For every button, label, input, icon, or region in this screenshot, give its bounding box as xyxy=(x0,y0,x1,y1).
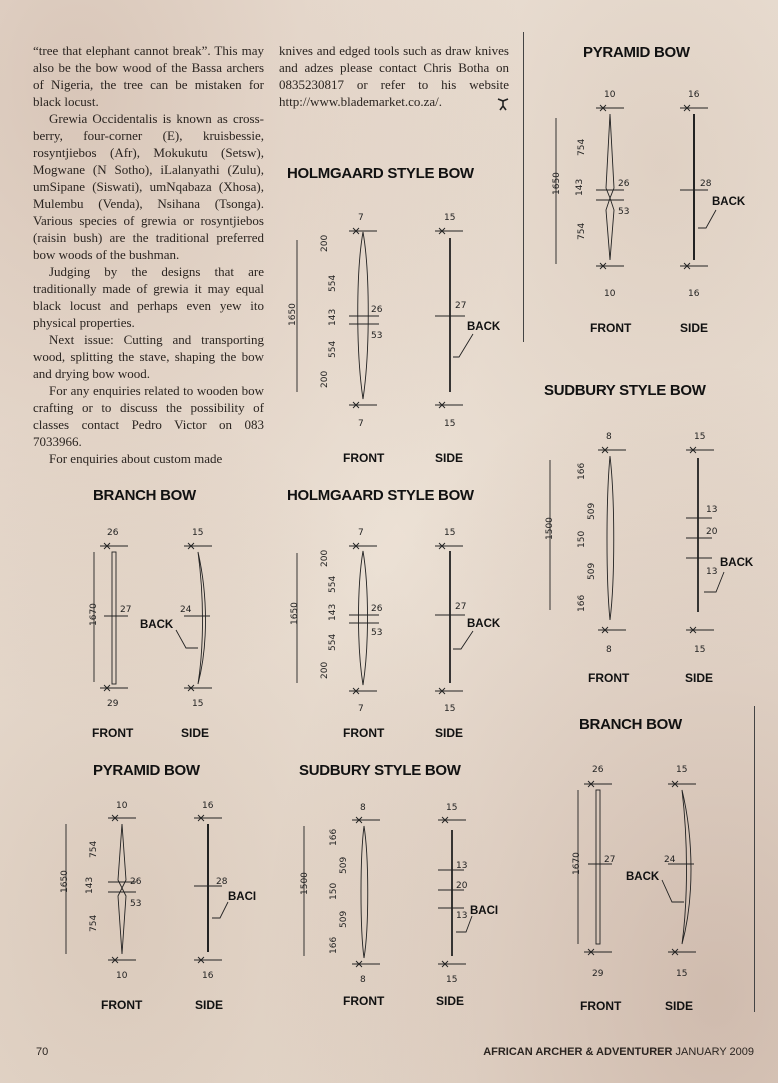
dim-side-tip: 15 xyxy=(694,432,706,442)
holmgaard-front-view xyxy=(288,213,383,429)
front-label: FRONT xyxy=(343,994,385,1008)
dim-side-bot: 15 xyxy=(676,969,688,979)
dim-width-grip: 53 xyxy=(371,628,383,638)
dim-width-mid: 26 xyxy=(371,305,383,315)
dim-segment: 150 xyxy=(329,882,339,900)
side-label: SIDE xyxy=(181,726,210,740)
diagram-title-pyramid: PYRAMID BOW xyxy=(583,44,690,61)
side-label: SIDE xyxy=(436,994,465,1008)
dim-side-c: 13 xyxy=(706,567,718,577)
dim-side-tip: 16 xyxy=(202,801,214,811)
front-label: FRONT xyxy=(101,998,143,1012)
dim-segment: 754 xyxy=(577,138,587,156)
dim-length: 1650 xyxy=(290,602,300,625)
dim-segment: 554 xyxy=(328,274,338,292)
dim-width-tip: 8 xyxy=(360,803,366,813)
dim-segment: 754 xyxy=(89,840,99,858)
front-label: FRONT xyxy=(588,671,630,685)
dim-side-tip: 15 xyxy=(446,803,458,813)
dim-segment: 143 xyxy=(328,603,338,621)
article-paragraph: Grewia Occidentalis is known as cross-berry, four-corner (E), kruisbessie, rosyntjiebos (Afr), Mokukutu (Setsw), Mogwane (N Sotho), iLalanyathi (Zulu), umSipane (Siswati), umNqabaza (Xhosa), Mulembu (Venda), Nsihana (Tsonga). Various species of grewia or rosyntjiebos (raisin bush) are the traditional preferred bow woods of the bushman. xyxy=(33,111,264,262)
dim-segment: 509 xyxy=(587,502,597,520)
dim-segment: 509 xyxy=(587,562,597,580)
holmgaard-front-view xyxy=(290,528,383,714)
back-label: BACK xyxy=(712,196,746,208)
dim-length: 1500 xyxy=(300,872,310,895)
magazine-footer xyxy=(483,1046,754,1058)
pyramid-side-view xyxy=(194,801,256,981)
dim-width-tip: 10 xyxy=(116,801,128,811)
dim-width-tip: 10 xyxy=(604,90,616,100)
dim-width-top: 26 xyxy=(107,528,119,538)
back-label: BACK xyxy=(140,619,174,631)
holmgaard-side-view xyxy=(435,213,501,429)
back-label: BACK xyxy=(467,618,501,630)
dim-width-tip: 10 xyxy=(604,289,616,299)
sudbury-front-view xyxy=(545,432,626,655)
dim-side-a: 13 xyxy=(706,505,718,515)
dim-width-mid: 27 xyxy=(604,855,616,865)
dim-width-tip: 10 xyxy=(116,971,128,981)
article-paragraph: “tree that elephant cannot break”. This may also be the bow wood of the Bassa archers of Nigeria, the tree can be mistaken for black locust. xyxy=(33,43,264,109)
dim-segment: 754 xyxy=(89,914,99,932)
sudbury-diagram xyxy=(538,430,754,660)
dim-segment: 200 xyxy=(320,661,330,679)
dim-segment: 509 xyxy=(339,910,349,928)
dim-width-grip: 53 xyxy=(371,331,383,341)
dim-width-mid: 26 xyxy=(371,604,383,614)
front-label: FRONT xyxy=(92,726,134,740)
dim-length: 1650 xyxy=(552,172,562,195)
dim-side-tip: 16 xyxy=(688,289,700,299)
dim-segment: 143 xyxy=(85,876,95,894)
dim-width-tip: 7 xyxy=(358,419,364,429)
diagram-title-branch: BRANCH BOW xyxy=(93,487,196,504)
sudbury-side-view xyxy=(438,803,498,985)
dim-segment: 754 xyxy=(577,222,587,240)
front-label: FRONT xyxy=(590,321,632,335)
dim-side-b: 20 xyxy=(706,527,718,537)
dim-segment: 200 xyxy=(320,549,330,567)
dim-segment: 200 xyxy=(320,370,330,388)
article-paragraph: For any enquiries related to wooden bow crafting or to discuss the possibility of classes contact Pedro Victor on 083 7033966. xyxy=(33,383,264,449)
dim-segment: 143 xyxy=(575,178,585,196)
dim-segment: 166 xyxy=(329,936,339,954)
dim-segment: 554 xyxy=(328,340,338,358)
dim-segment: 166 xyxy=(329,828,339,846)
pyramid-side-view xyxy=(680,90,746,299)
pyramid-diagram xyxy=(540,88,750,308)
side-label: SIDE xyxy=(665,999,694,1013)
dim-side-c: 13 xyxy=(456,911,468,921)
dim-width-tip: 8 xyxy=(606,645,612,655)
dim-segment: 554 xyxy=(328,575,338,593)
side-label: SIDE xyxy=(435,451,464,465)
diagram-title-sudbury: SUDBURY STYLE BOW xyxy=(299,762,461,779)
article-column-1 xyxy=(33,42,264,467)
dim-side-mid: 27 xyxy=(455,301,467,311)
diagram-title-holmgaard: HOLMGAARD STYLE BOW xyxy=(287,487,474,504)
dim-segment: 200 xyxy=(320,234,330,252)
diagram-title-holmgaard: HOLMGAARD STYLE BOW xyxy=(287,165,474,182)
dim-width-grip: 53 xyxy=(618,207,630,217)
dim-side-a: 13 xyxy=(456,861,468,871)
back-label: BACK xyxy=(720,557,754,569)
pyramid-front-view xyxy=(60,801,142,981)
back-label: BACK xyxy=(467,321,501,333)
dim-segment: 143 xyxy=(328,308,338,326)
dim-length: 1670 xyxy=(89,603,99,626)
dim-side-tip: 15 xyxy=(446,975,458,985)
article-column-2 xyxy=(279,42,509,110)
article-paragraph: knives and edged tools such as draw knives and adzes please contact Chris Botha on 0835230817 or refer to his website http://www.blademarket.co.za/. xyxy=(279,43,509,109)
dim-side-mid: 27 xyxy=(455,602,467,612)
dim-width-mid: 26 xyxy=(130,877,142,887)
branch-front-view xyxy=(572,765,615,979)
back-label: BACK xyxy=(626,871,660,883)
dim-side-tip: 16 xyxy=(688,90,700,100)
back-label: BACI xyxy=(470,905,499,917)
page-number: 70 xyxy=(36,1046,49,1058)
issue-date: JANUARY 2009 xyxy=(675,1046,754,1058)
branch-front-view xyxy=(89,528,131,709)
holmgaard-diagram xyxy=(287,527,517,727)
dim-segment: 509 xyxy=(339,856,349,874)
dim-length: 1500 xyxy=(545,517,555,540)
front-label: FRONT xyxy=(343,451,385,465)
diagram-title-pyramid: PYRAMID BOW xyxy=(93,762,200,779)
dim-width-mid: 26 xyxy=(618,179,630,189)
dim-side-b: 20 xyxy=(456,881,468,891)
holmgaard-side-view xyxy=(435,528,501,714)
end-mark-icon xyxy=(495,95,511,111)
diagram-title-sudbury: SUDBURY STYLE BOW xyxy=(544,382,706,399)
dim-width-mid: 27 xyxy=(120,605,132,615)
pyramid-front-view xyxy=(552,90,630,299)
dim-width-top: 26 xyxy=(592,765,604,775)
side-label: SIDE xyxy=(435,726,464,740)
dim-width-tip: 7 xyxy=(358,528,364,538)
front-label: FRONT xyxy=(580,999,622,1013)
magazine-name: AFRICAN ARCHER & ADVENTURER xyxy=(483,1046,673,1058)
holmgaard-diagram xyxy=(287,212,517,429)
branch-side-view xyxy=(140,528,212,709)
dim-width-grip: 53 xyxy=(130,899,142,909)
dim-length: 1650 xyxy=(288,303,298,326)
dim-segment: 166 xyxy=(577,594,587,612)
dim-side-tip: 15 xyxy=(694,645,706,655)
dim-length: 1670 xyxy=(572,852,582,875)
front-label: FRONT xyxy=(343,726,385,740)
dim-segment: 166 xyxy=(577,462,587,480)
column-divider xyxy=(523,32,524,342)
side-label: SIDE xyxy=(680,321,709,335)
back-label: BACI xyxy=(228,891,257,903)
branch-diagram xyxy=(80,526,280,716)
dim-side-tip: 15 xyxy=(444,704,456,714)
side-label: SIDE xyxy=(685,671,714,685)
dim-side-tip: 16 xyxy=(202,971,214,981)
dim-side-top: 15 xyxy=(192,528,204,538)
dim-segment: 554 xyxy=(328,633,338,651)
dim-side-top: 15 xyxy=(676,765,688,775)
diagram-title-branch: BRANCH BOW xyxy=(579,716,682,733)
dim-width-tip: 7 xyxy=(358,704,364,714)
pyramid-diagram xyxy=(50,796,260,996)
dim-side-tip: 15 xyxy=(444,528,456,538)
dim-width-bot: 29 xyxy=(592,969,604,979)
dim-side-mid: 28 xyxy=(216,877,228,887)
dim-side-bot: 15 xyxy=(192,699,204,709)
dim-width-tip: 7 xyxy=(358,213,364,223)
sudbury-diagram xyxy=(290,798,510,988)
branch-side-view xyxy=(626,765,696,979)
dim-side-mid: 24 xyxy=(180,605,192,615)
dim-side-tip: 15 xyxy=(444,213,456,223)
side-label: SIDE xyxy=(195,998,224,1012)
article-paragraph: For enquiries about custom made xyxy=(49,451,223,466)
dim-side-mid: 28 xyxy=(700,179,712,189)
article-paragraph: Judging by the designs that are traditionally made of grewia it may equal black locust and perhaps even yew ito physical properties. xyxy=(33,264,264,330)
article-paragraph: Next issue: Cutting and transporting wood, splitting the stave, shaping the bow and drying bow wood. xyxy=(33,332,264,381)
dim-width-tip: 8 xyxy=(606,432,612,442)
branch-diagram xyxy=(560,760,760,990)
dim-length: 1650 xyxy=(60,870,70,893)
dim-segment: 150 xyxy=(577,530,587,548)
sudbury-front-view xyxy=(300,803,380,985)
sudbury-side-view xyxy=(686,432,754,655)
dim-side-mid: 24 xyxy=(664,855,676,865)
dim-side-tip: 15 xyxy=(444,419,456,429)
dim-width-bot: 29 xyxy=(107,699,119,709)
dim-width-tip: 8 xyxy=(360,975,366,985)
